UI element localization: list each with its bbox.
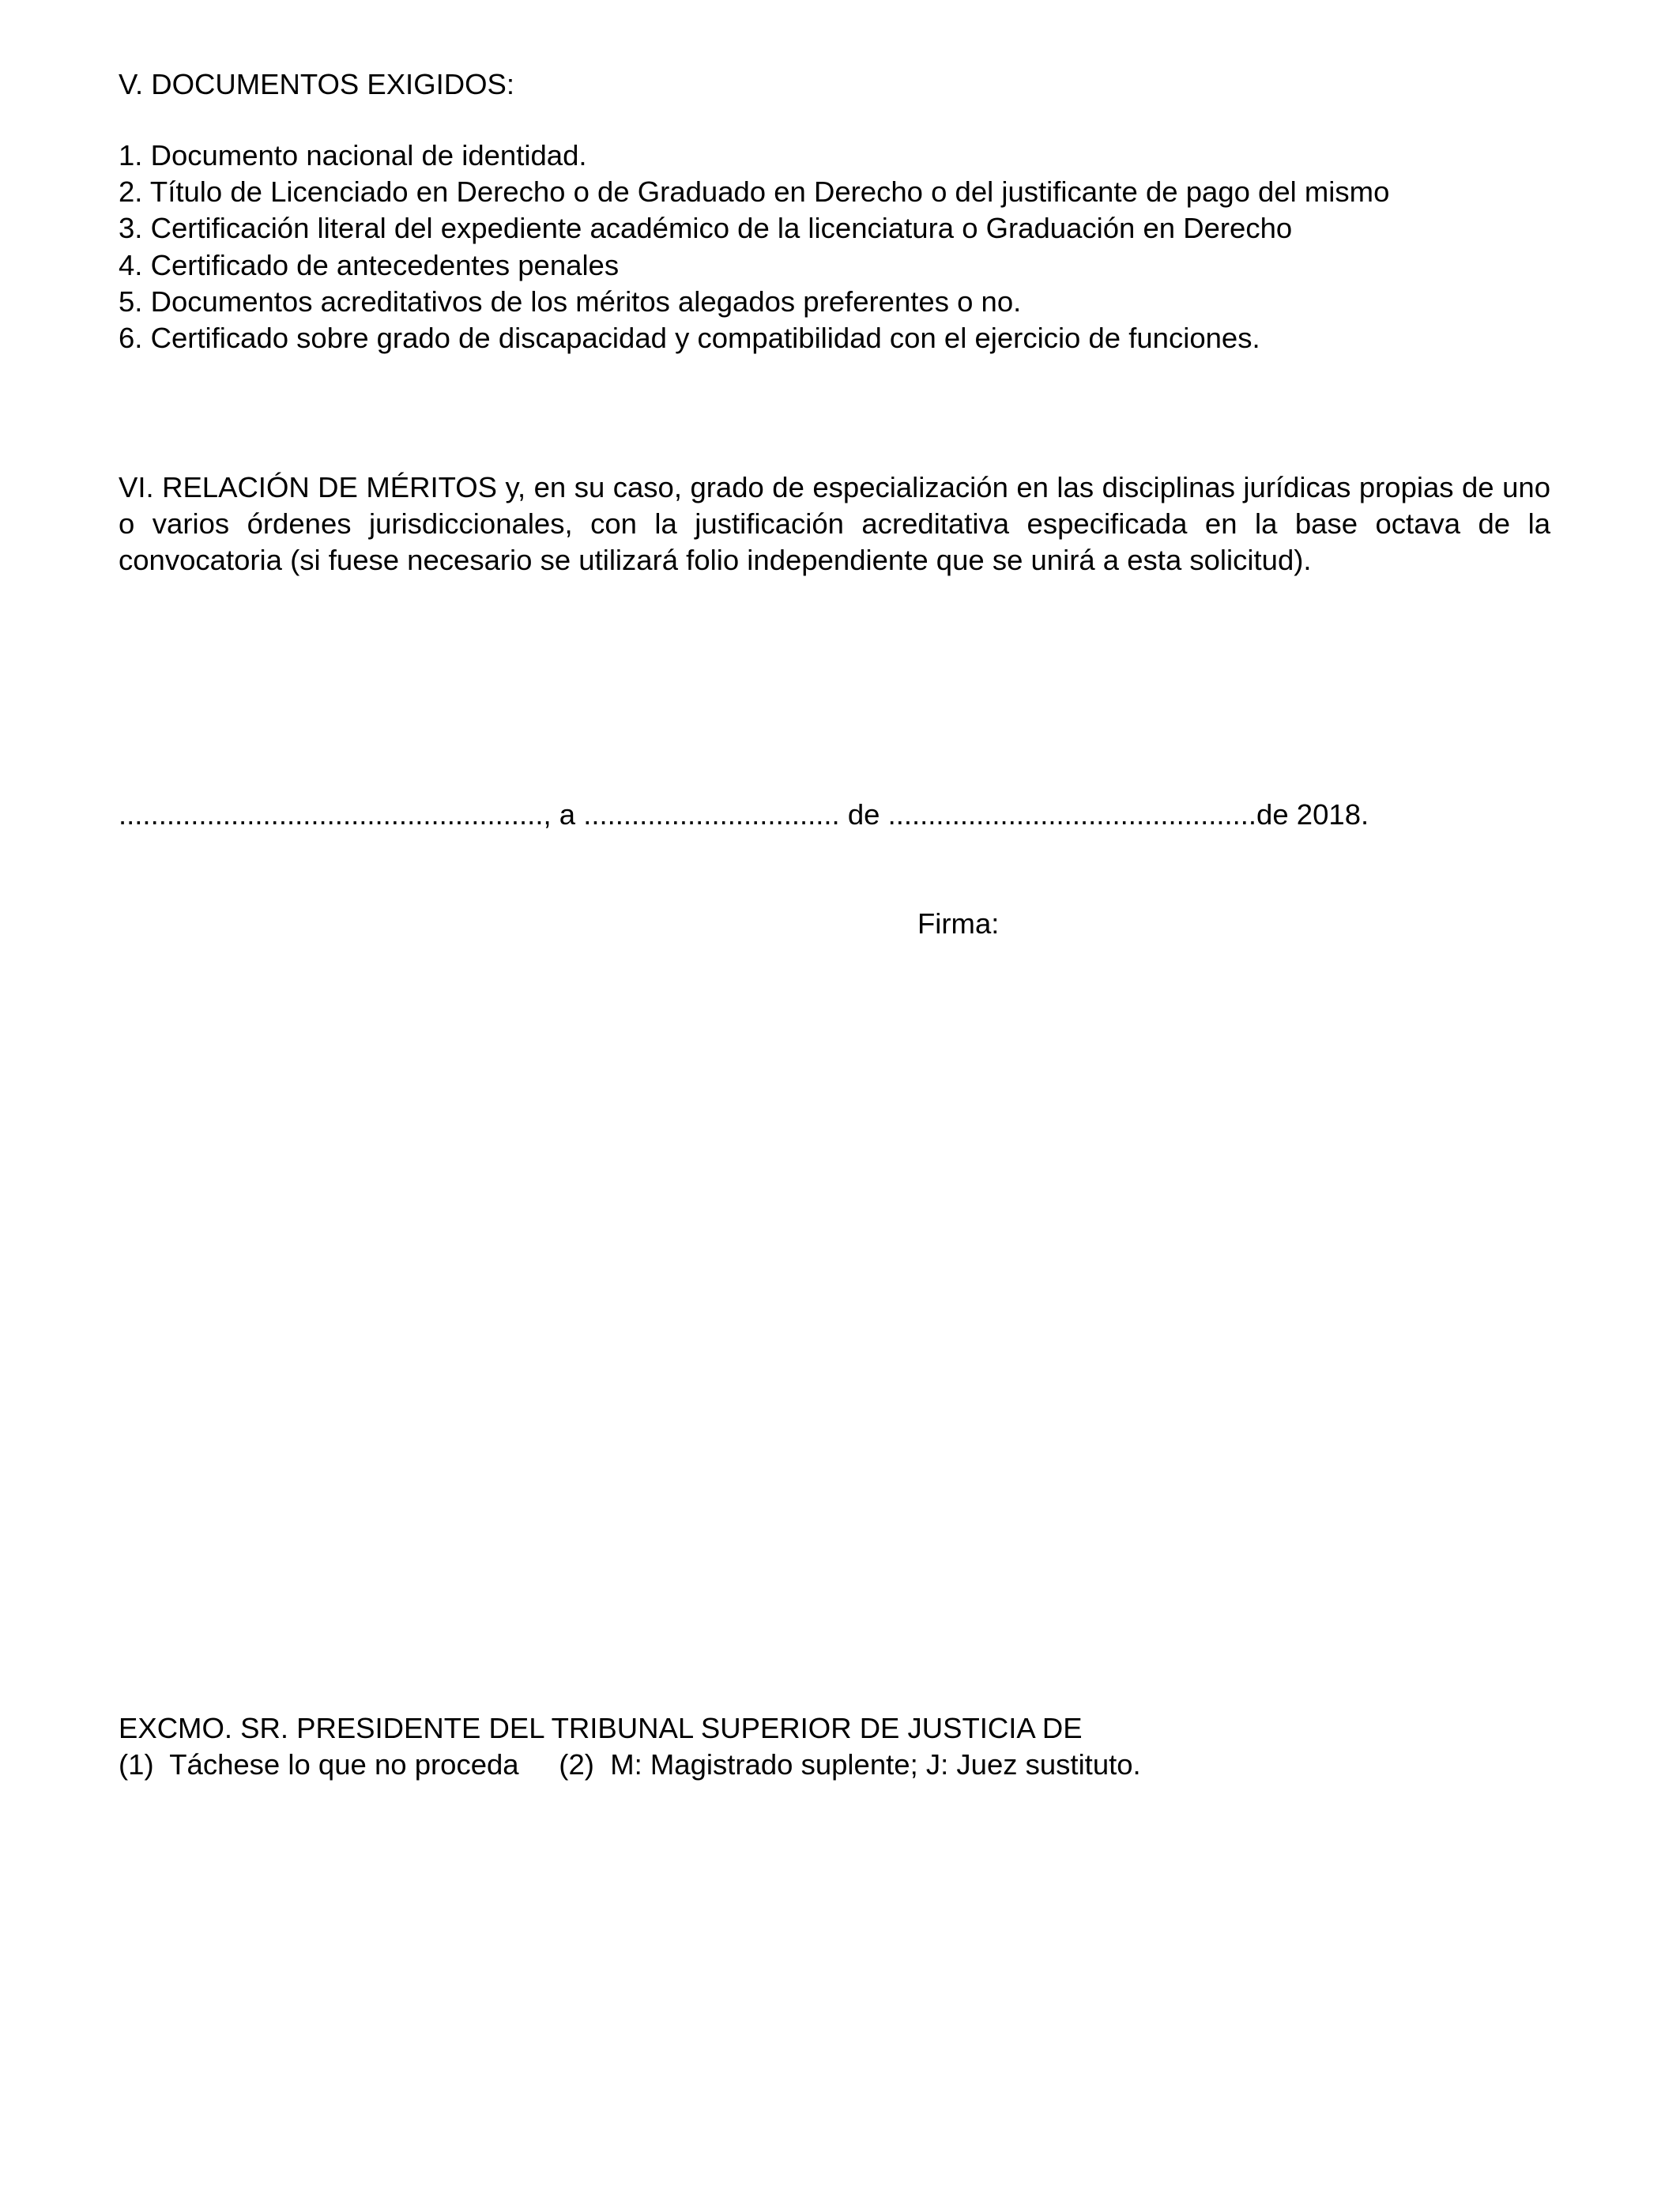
list-item: 2. Título de Licenciado en Derecho o de Graduado en Derecho o del justificante de pago del mismo — [119, 175, 1390, 209]
section-vi-paragraph: VI. RELACIÓN DE MÉRITOS y, en su caso, grado de especialización en las disciplinas jurídicas propias de uno o varios órdenes jurisdiccionales, con la justificación acreditativa especificada en la base octava de la convocatoria (si fuese necesario se utilizará folio independiente que se unirá a esta solicitud). — [119, 471, 1550, 576]
list-item: 5. Documentos acreditativos de los méritos alegados preferentes o no. — [119, 285, 1022, 318]
section-v-heading: V. DOCUMENTOS EXIGIDOS: — [119, 68, 514, 100]
footnotes-line: (1) Táchese lo que no proceda (2) M: Magistrado suplente; J: Juez sustituto. — [119, 1748, 1141, 1781]
list-item: 3. Certificación literal del expediente académico de la licenciatura o Graduación en Derecho — [119, 212, 1293, 245]
list-item: 4. Certificado de antecedentes penales — [119, 248, 620, 281]
signature-label: Firma: — [917, 907, 1000, 940]
date-line: ....................................................., a ................................ de ..............................................de 2018. — [119, 798, 1369, 831]
addressee-line: EXCMO. SR. PRESIDENTE DEL TRIBUNAL SUPERIOR DE JUSTICIA DE — [119, 1712, 1083, 1744]
list-item: 1. Documento nacional de identidad. — [119, 139, 587, 172]
required-documents-list — [119, 138, 1389, 356]
list-item: 6. Certificado sobre grado de discapacidad y compatibilidad con el ejercicio de funciones. — [119, 322, 1260, 355]
